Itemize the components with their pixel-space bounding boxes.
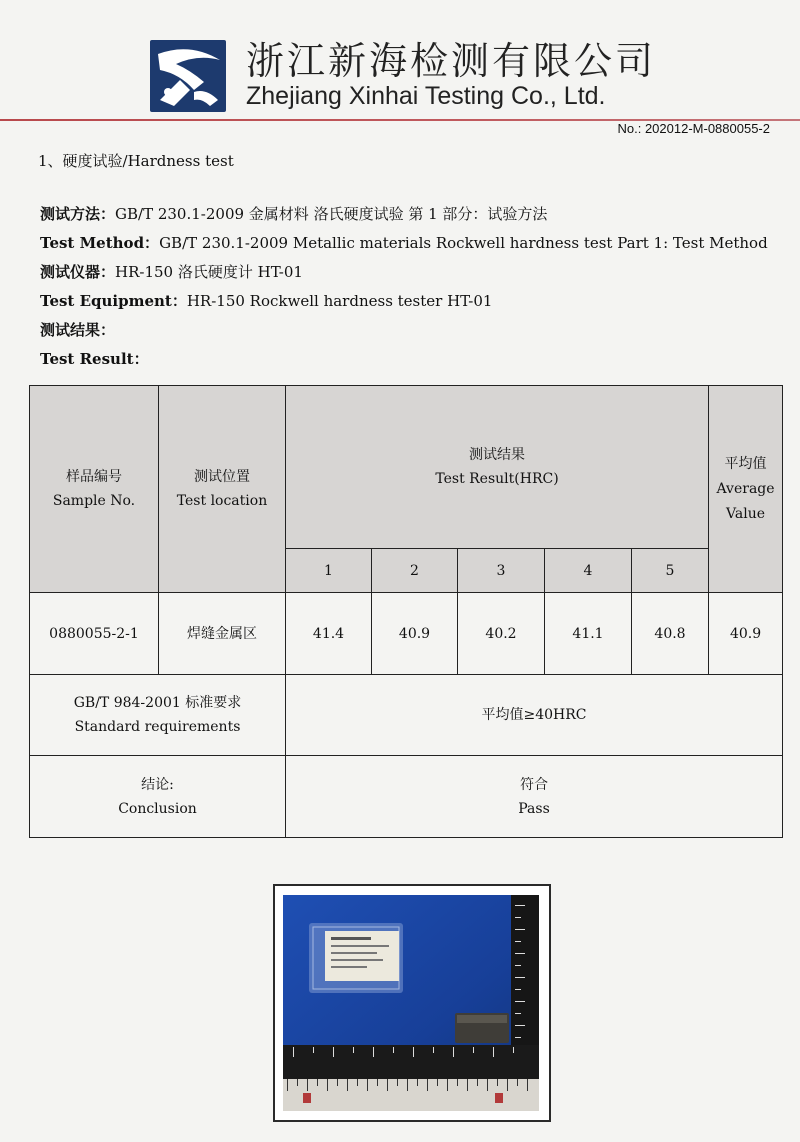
header-test-location-cn: 测试位置 (194, 469, 250, 485)
report-header (0, 0, 800, 140)
hardness-result-table (29, 385, 783, 838)
result-value-cell: 40.8 (632, 593, 709, 675)
section-title: 1、硬度试验/Hardness test (38, 152, 234, 170)
test-method-en (40, 229, 780, 258)
conclusion-value-cn: 符合 (520, 776, 549, 793)
test-method-cn (40, 200, 780, 229)
average-value-cell: 40.9 (709, 593, 783, 675)
test-method-en-value: GB/T 230.1-2009 Metallic materials Rockwell hardness test Part 1: Test Method (159, 234, 768, 252)
company-name-en: Zhejiang Xinhai Testing Co., Ltd. (246, 82, 606, 110)
conclusion-value (286, 756, 783, 838)
table-row (30, 593, 783, 675)
result-value-cell: 40.9 (372, 593, 458, 675)
standard-requirements-label (30, 675, 286, 756)
header-sample-no-cn: 样品编号 (66, 469, 122, 485)
standard-requirements-label-en: Standard requirements (74, 719, 241, 735)
test-equipment-en (40, 287, 780, 316)
result-value-cell: 41.1 (545, 593, 632, 675)
header-index: 3 (458, 549, 545, 593)
report-number: No.: 202012-M-0880055-2 (617, 121, 770, 136)
header-sample-no-en: Sample No. (52, 493, 136, 509)
test-result-cn-label: 测试结果： (40, 321, 116, 339)
header-index: 1 (286, 549, 372, 593)
company-logo-icon (150, 40, 226, 112)
sample-photo (283, 895, 539, 1111)
sample-no-cell: 0880055-2-1 (30, 593, 159, 675)
test-method-cn-label: 测试方法： (40, 205, 116, 223)
test-result-cn (40, 316, 780, 345)
header-average-en-2: Value (726, 505, 765, 522)
header-index: 5 (632, 549, 709, 593)
test-equipment-en-value: HR-150 Rockwell hardness tester HT-01 (186, 292, 493, 310)
header-average-cn: 平均值 (724, 455, 767, 472)
test-location-cell: 焊缝金属区 (159, 593, 286, 675)
standard-requirements-label-cn: GB/T 984-2001 标准要求 (73, 695, 242, 711)
test-method-en-label: Test Method： (40, 234, 160, 252)
header-test-result (286, 386, 709, 549)
header-test-result-cn: 测试结果 (469, 447, 526, 463)
test-equipment-cn-label: 测试仪器： (40, 263, 116, 281)
header-index: 2 (372, 549, 458, 593)
standard-row (30, 675, 783, 756)
conclusion-label-cn: 结论: (141, 776, 174, 793)
test-equipment-cn (40, 258, 780, 287)
conclusion-row (30, 756, 783, 838)
header-test-location (159, 386, 286, 593)
header-test-location-en: Test location (176, 493, 268, 509)
standard-requirements-value: 平均值≥40HRC (286, 675, 783, 756)
result-value-cell: 40.2 (458, 593, 545, 675)
test-equipment-en-label: Test Equipment： (40, 292, 187, 310)
test-result-en (40, 345, 780, 374)
test-equipment-cn-value: HR-150 洛氏硬度计 HT-01 (115, 263, 303, 281)
test-method-cn-value: GB/T 230.1-2009 金属材料 洛氏硬度试验 第 1 部分：试验方法 (115, 205, 548, 223)
header-test-result-en: Test Result(HRC) (435, 471, 559, 487)
header-average-en-1: Average (716, 480, 775, 497)
header-index: 4 (545, 549, 632, 593)
header-sample-no (30, 386, 159, 593)
test-result-en-label: Test Result： (40, 350, 149, 368)
company-name-cn: 浙江新海检测有限公司 (246, 39, 657, 83)
conclusion-label-en: Conclusion (118, 800, 197, 817)
result-value-cell: 41.4 (286, 593, 372, 675)
conclusion-label (30, 756, 286, 838)
conclusion-value-en: Pass (518, 800, 550, 817)
test-info (40, 200, 780, 374)
header-average (709, 386, 783, 593)
